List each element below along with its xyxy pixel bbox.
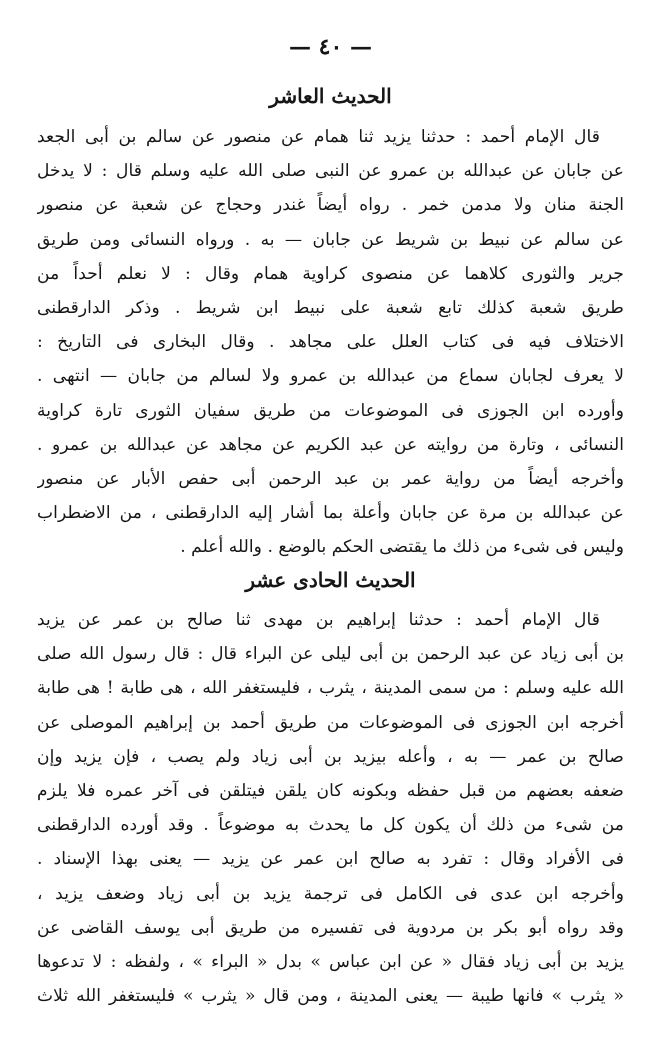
text-line: فى الأفراد وقال : تفرد به صالح ابن عمر عن يزيد — يعنى بهذا الإسناد . — [37, 849, 624, 870]
text-line: وأخرجه أيضاً من رواية عمر بن عبد الرحمن أبى حفص الأبار عن منصور — [37, 468, 624, 489]
text-line: وأخرجه ابن عدى فى الكامل فى ترجمة يزيد بن أبى زياد وضعف يزيد ، — [37, 883, 624, 904]
text-line: الجنة منان ولا مدمن خمر . رواه أيضاً غندر وحجاج عن شعبة عن منصور — [37, 195, 624, 216]
text-line: بن أبى زياد عن عبد الرحمن بن أبى ليلى عن البراء قال : قال رسول الله صلى — [37, 644, 624, 665]
section-body-hadith-10 — [37, 120, 624, 564]
text-line: وأورده ابن الجوزى فى الموضوعات من طريق سفيان الثورى تارة كراوية — [37, 400, 624, 421]
text-line: عن عبدالله بن مرة عن جابان وأعلة بما أشار إليه الدارقطنى ، من الاضطراب — [37, 503, 624, 524]
page-number: — ٤٠ — — [289, 34, 372, 60]
text-line: الاختلاف فيه فى كتاب العلل على مجاهد . وقال البخارى فى التاريخ : — [37, 332, 624, 353]
text-line: من شىء من ذلك أن يكون كل ما يحدث به موضوعاً . وقد أورده الدارقطنى — [37, 815, 624, 836]
text-line: صالح بن عمر — به ، وأعله بيزيد بن أبى زياد ولم يصب ، فإن يزيد وإن — [37, 746, 624, 767]
section-body-hadith-11 — [37, 603, 624, 1013]
text-line: وليس فى شىء من ذلك ما يقتضى الحكم بالوضع . والله أعلم . — [180, 537, 624, 558]
text-line: النسائى ، وتارة من روايته عن عبد الكريم عن مجاهد عن عبدالله بن عمرو . — [37, 434, 624, 455]
text-line: قال الإمام أحمد : حدثنا يزيد ثنا همام عن منصور عن سالم بن أبى الجعد — [37, 127, 600, 147]
text-line: « يثرب » فانها طيبة — يعنى المدينة ، ومن قال « يثرب » فليستغفر الله ثلاث — [37, 986, 624, 1007]
text-line: الله عليه وسلم : من سمى المدينة ، يثرب ، فليستغفر الله ، هى طابة ! هى طابة — [37, 678, 624, 699]
text-line: عن جابان عن عبدالله بن عمرو عن النبى صلى الله عليه وسلم قال : لا يدخل — [37, 161, 624, 182]
section-heading-hadith-10: الحديث العاشر — [269, 84, 392, 108]
text-line: أخرجه ابن الجوزى فى الموضوعات من طريق أحمد بن إبراهيم الموصلى عن — [37, 712, 624, 733]
text-line: قال الإمام أحمد : حدثنا إبراهيم بن مهدى ثنا صالح بن عمر عن يزيد — [37, 610, 600, 630]
text-line: طريق شعبة كذلك تابع شعبة على نبيط ابن شريط . وذكر الدارقطنى — [37, 297, 624, 318]
text-line: يزيد بن أبى زياد فقال « عن ابن عباس » بدل « البراء » ، ولفظه : لا تدعوها — [37, 951, 624, 972]
text-line: ضعفه بعضهم من قبل حفظه وبكونه كان يلقن فيتلقن فى آخر عمره فلا يلزم — [37, 780, 624, 801]
text-line: جرير والثورى كلاهما عن منصوى كراوية همام وقال : لا نعلم أحداً من — [37, 263, 624, 284]
text-line: لا يعرف لجابان سماع من عبدالله بن عمرو ولا لسالم من جابان — انتهى . — [37, 366, 624, 387]
text-line: وقد رواه أبو بكر بن مردوية فى تفسيره من طريق أبى يوسف القاضى عن — [37, 917, 624, 938]
text-line: عن سالم عن نبيط بن شريط عن جابان — به . ورواه النسائى ومن طريق — [37, 229, 624, 250]
section-heading-hadith-11: الحديث الحادى عشر — [245, 568, 416, 592]
